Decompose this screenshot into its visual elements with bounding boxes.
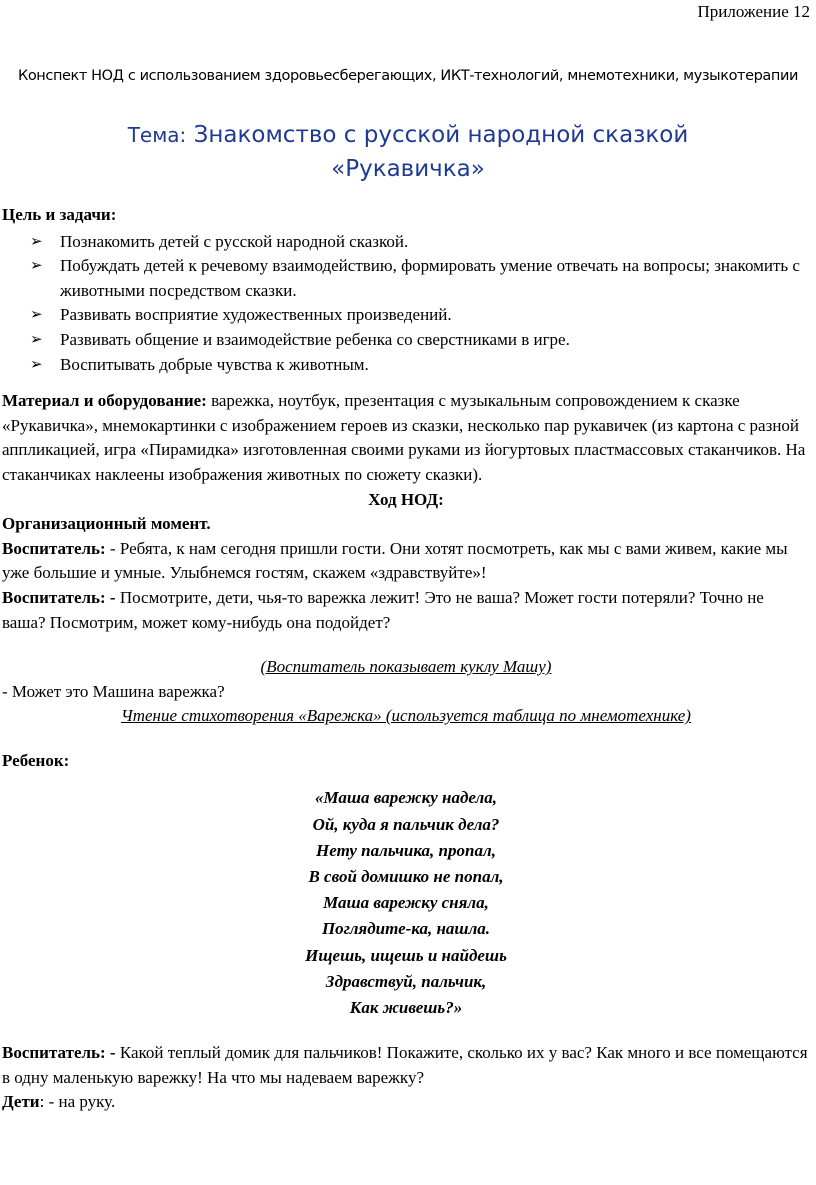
poem-line: Поглядите-ка, нашла. (321, 919, 491, 939)
teacher-line-2: Воспитатель: - Посмотрите, дети, чья-то варежка лежит! Это не ваша? Может гости потеряли? Точно не ваша? Посмотрим, может кому-нибудь она подойдет? (2, 587, 764, 632)
theme-label: Тема: (127, 123, 187, 147)
goal-item: ➢ Воспитывать добрые чувства к животным. (2, 353, 810, 378)
poem (2, 785, 810, 1021)
materials-paragraph (2, 389, 810, 487)
document-body (2, 203, 810, 1115)
lesson-theme (0, 118, 816, 186)
poem-line: Как живешь?» (349, 998, 463, 1018)
teacher-line-3: Воспитатель: - Какой теплый домик для пальчиков! Покажите, сколько их у вас? Как много и все помещаются в одну маленькую варежку! На что мы надеваем варежку? (2, 1043, 808, 1087)
reading-note: Чтение стихотворения «Варежка» (используется таблица по мнемотехнике) (121, 706, 691, 726)
arrow-bullet-icon: ➢ (30, 356, 43, 373)
goal-item: ➢ Познакомить детей с русской народной сказкой. (2, 230, 810, 255)
course-heading: Ход НОД: (368, 489, 444, 509)
children-answer: Дети: - на руку. (2, 1092, 116, 1112)
poem-line: Здравствуй, пальчик, (325, 971, 487, 991)
document-subtitle: Конспект НОД с использованием здоровьесберегающих, ИКТ-технологий, мнемотехники, музыкотерапии (17, 68, 799, 84)
poem-line: Ой, куда я пальчик дела? (312, 814, 500, 834)
poem-line: Ищешь, ищешь и найдешь (305, 945, 507, 965)
arrow-bullet-icon: ➢ (30, 331, 43, 348)
org-moment-heading: Организационный момент. (2, 514, 211, 534)
stage-direction: (Воспитатель показывает куклу Машу) (260, 657, 552, 677)
theme-title-line1: Знакомство с русской народной сказкой (193, 122, 689, 148)
poem-line: Маша варежку сняла, (323, 893, 489, 913)
appendix-number: Приложение 12 (697, 2, 810, 21)
goals-heading: Цель и задачи: (2, 205, 117, 224)
masha-question: - Может это Машина варежка? (2, 681, 225, 701)
arrow-bullet-icon: ➢ (30, 233, 43, 250)
theme-title-line2: «Рукавичка» (331, 156, 485, 182)
goal-item: ➢ Побуждать детей к речевому взаимодействию, формировать умение отвечать на вопросы; знакомить с животными посредством сказки. (30, 256, 800, 300)
goals-list (2, 230, 810, 378)
teacher-line-1: Воспитатель: - Ребята, к нам сегодня пришли гости. Они хотят посмотреть, как мы с вами живем, какие мы уже большие и умные. Улыбнемся гостям, скажем «здравствуйте»! (2, 538, 788, 583)
materials-label: Материал и оборудование: (2, 391, 207, 411)
child-label: Ребенок: (2, 750, 70, 770)
poem-line: В свой домишко не попал, (308, 867, 504, 887)
goal-item: ➢ Развивать общение и взаимодействие ребенка со сверстниками в игре. (2, 328, 810, 353)
poem-line: Нету пальчика, пропал, (316, 840, 496, 860)
goal-item: ➢ Развивать восприятие художественных произведений. (2, 303, 810, 328)
poem-line: «Маша варежку надела, (315, 788, 497, 808)
materials-text: варежка, ноутбук, презентация с музыкальным сопровождением к сказке «Рукавичка», мнемокартинки с изображением героев из сказки, несколько пар рукавичек (из картона с разной аппликацией, игра «Пирамидка» изготовленная своими руками из йогуртовых пластмассовых стаканчиков. На стаканчиках наклеены изображения животных по сюжету сказки). (2, 391, 806, 484)
arrow-bullet-icon: ➢ (30, 258, 43, 275)
arrow-bullet-icon: ➢ (30, 307, 43, 324)
